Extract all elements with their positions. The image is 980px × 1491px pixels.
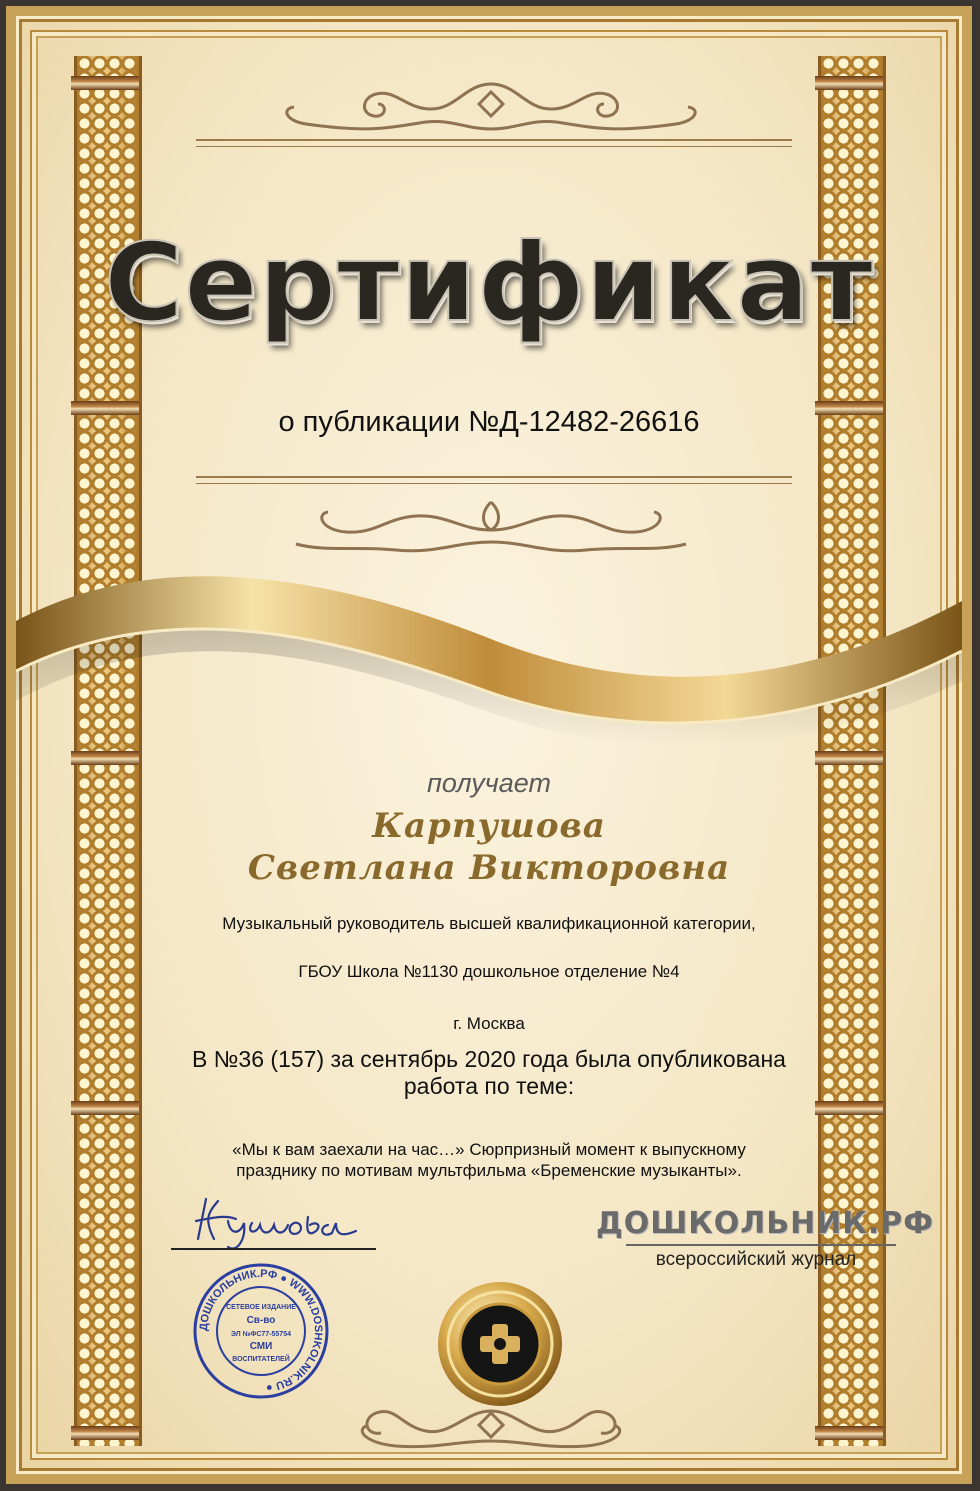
pillar-band	[815, 1426, 883, 1440]
stamp-center-reg: ЭЛ №ФС77-55754	[231, 1331, 291, 1338]
bottom-flourish-ornament	[266, 1391, 716, 1461]
pillar-band	[71, 1426, 139, 1440]
top-rule-thin	[196, 146, 792, 147]
stamp-center-top: СЕТЕВОЕ ИЗДАНИЕ	[226, 1304, 296, 1311]
topic-line-1: «Мы к вам заехали на час…» Сюрпризный момент к выпускному	[232, 1140, 746, 1159]
issue-line-2: работа по теме:	[403, 1073, 575, 1099]
stamp-center-id: Св-во	[246, 1315, 276, 1326]
recipient-city: г. Москва	[453, 1014, 525, 1033]
journal-logo-text: ДОШКОЛЬНИК.РФ	[596, 1206, 934, 1241]
mid-rule-thin	[196, 483, 792, 484]
issue-line-1: В №36 (157) за сентябрь 2020 года была опубликована	[192, 1046, 786, 1072]
golden-ribbon	[16, 561, 962, 761]
recipient-organization: ГБОУ Школа №1130 дошкольное отделение №4	[298, 962, 680, 981]
pillar-band	[71, 76, 139, 90]
top-flourish-ornament	[266, 74, 716, 144]
journal-logo	[596, 1206, 934, 1271]
recipient-position: Музыкальный руководитель высшей квалификационной категории,	[222, 914, 756, 933]
journal-caption: всероссийский журнал	[655, 1249, 857, 1270]
pillar-band	[815, 76, 883, 90]
mid-rule	[196, 476, 792, 478]
stamp-ring-text: ДОШКОЛЬНИК.РФ ● WWW.DOSHKOLNIK.RU ●	[197, 1267, 325, 1394]
certificate-title: Сертификат	[104, 221, 874, 346]
stamp-center-bottom: ВОСПИТАТЕЛЕЙ	[232, 1356, 290, 1363]
certificate	[6, 6, 972, 1484]
pillar-band	[815, 1101, 883, 1115]
receives-label: получает	[427, 768, 551, 798]
stamp-center-smi: СМИ	[249, 1341, 273, 1352]
publication-number: о публикации №Д-12482-26616	[278, 406, 700, 438]
pillar-band	[71, 1101, 139, 1115]
topic-line-2: празднику по мотивам мультфильма «Бременские музыканты».	[236, 1161, 742, 1180]
recipient-given-names: Светлана Викторовна	[247, 848, 731, 888]
middle-flourish-ornament	[266, 494, 716, 564]
recipient-surname: Карпушова	[372, 806, 606, 846]
journal-logo-underline	[626, 1244, 896, 1246]
publication-stamp	[191, 1261, 331, 1401]
editor-signature	[166, 1191, 381, 1266]
top-rule	[196, 139, 792, 141]
